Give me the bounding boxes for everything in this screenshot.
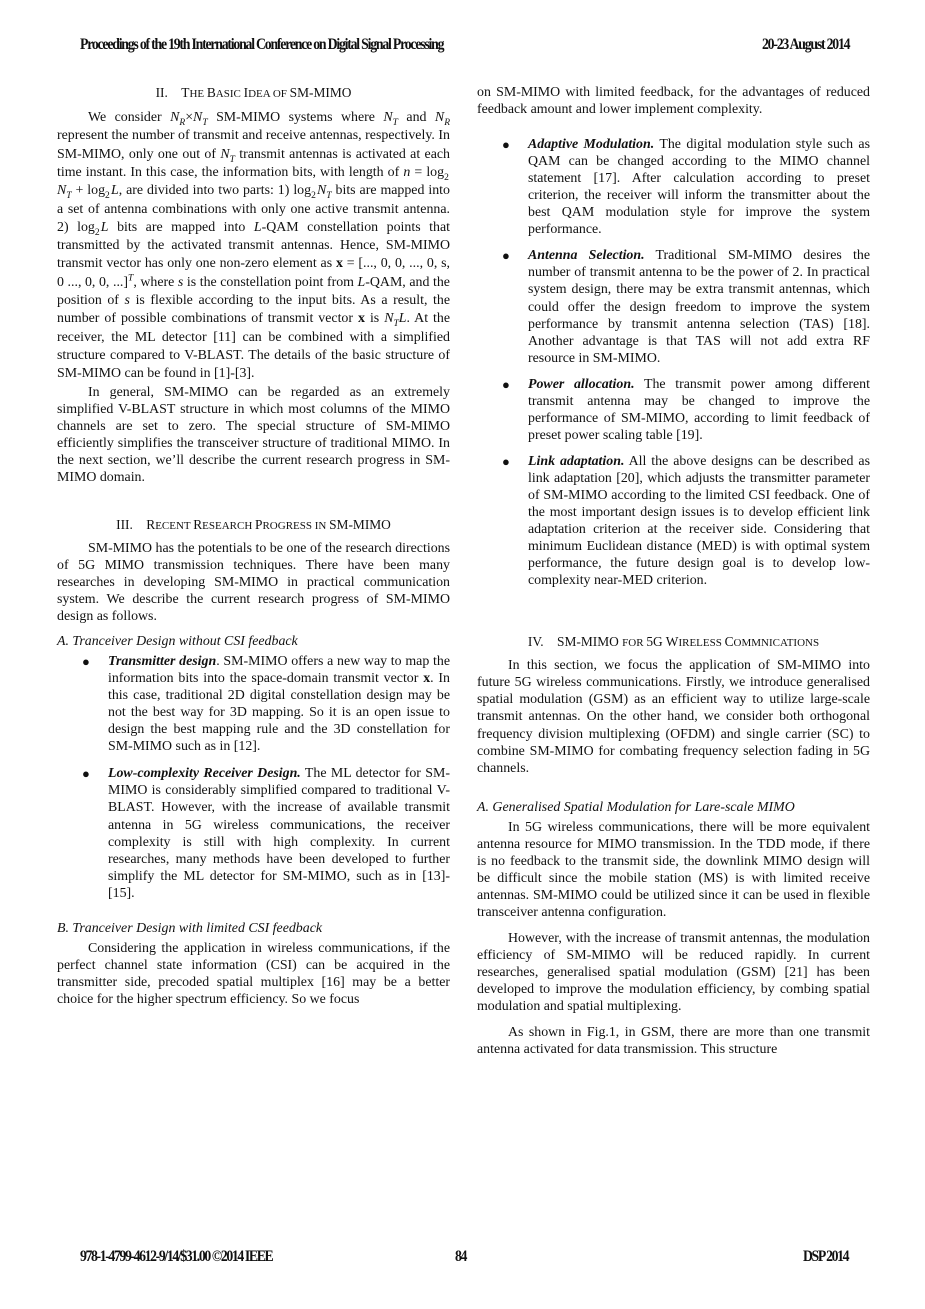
bullet-icon: ● [82,766,90,782]
subsection-4a-paragraph-2: However, with the increase of transmit antennas, the modulation efficiency of SM-MIMO will be reduced rapidly. In current researches, generalised spatial modulation (GSM) [21] has been developed to improve the modulation efficiency, by combing spatial modulation and spatial multiplexing. [477,930,870,1015]
section-3-paragraph-1: SM-MIMO has the potentials to be one of the research directions of 5G MIMO transmission techniques. There have been many researches in developing SM-MIMO in practical communication system. We describe the current research progress of SM-MIMO design as follows. [57,540,450,625]
list-item: ● Transmitter design. SM-MIMO offers a new way to map the information bits into the space-domain transmit vector x. In this case, traditional 2D digital constellation design may be not the best way for 3D mapping. So it is an open issue to design the best mapping rule and the 3D constellation for SM-MIMO such as in [12]. [82,654,450,755]
subsection-3a-list [57,653,450,902]
subsection-3b-paragraph-continued: on SM-MIMO with limited feedback, for the advantages of reduced feedback amount and lower implement complexity. [477,85,870,118]
list-item: ● Adaptive Modulation. The digital modulation style such as QAM can be changed according to the MIMO channel statement [17]. After calculation according to preset criterion, the receiver will inform the transmitter about the best QAM modulation style for improve the system performance. [502,137,870,238]
subsection-4a-paragraph-1: In 5G wireless communications, there will be more equivalent antenna resource for MIMO transmission. In the TDD mode, if there is no feedback to the transmit side, the downlink MIMO design will be difficult since the mobile station (MS) is with limited receive antennas. SM-MIMO could be utilized since it can be used in flexible transceiver antenna configuration. [477,819,870,920]
section-2-heading: II. THE BASIC IDEA OF SM-MIMO [155,85,352,100]
footer-right: DSP 2014 [803,1248,849,1265]
bullet-icon: ● [82,654,90,670]
left-column [57,84,450,1008]
subsection-3b-list [477,136,870,589]
subsection-4a-heading: A. Generalised Spatial Modulation for Lare-scale MIMO [477,799,795,815]
footer-left: 978-1-4799-4612-9/14/$31.00 ©2014 IEEE [80,1248,273,1265]
list-item: ● Power allocation. The transmit power among different transmit antenna may be changed to improve the performance of SM-MIMO, according to limit feedback of preset power scaling table [19]. [502,376,870,443]
list-item: ● Link adaptation. All the above designs can be described as link adaptation [20], which adjusts the transmitter parameter of SM-MIMO according to the limited CSI feedback. One of the most important design issues is to develop efficient link adaptation criterion at the receiver side. Considering that minimum Euclidean distance (MED) is with optimal system performance, the future design goal is to develop low-complexity near-MED criterion. [502,453,870,589]
bullet-icon: ● [502,248,510,264]
bullet-icon: ● [502,137,510,153]
list-item: ● Low-complexity Receiver Design. The ML detector for SM-MIMO is considerably simplified compared to traditional V-BLAST. However, with the increase of available transmit antenna in 5G wireless communications, the receiver complexity is still with high complexity. In current researches, many methods have been developed to further simplify the ML detector for SM-MIMO, such as in [13]-[15]. [82,766,450,901]
bullet-icon: ● [502,453,510,469]
subsection-3a-heading: A. Tranceiver Design without CSI feedback [57,634,298,650]
page-number: 84 [455,1248,467,1265]
bullet-icon: ● [502,376,510,392]
section-2-paragraph-1: We consider $N_R\times N_T$ SM-MIMO systems where $N_T$ and $N_R$ represent the number of transmit and receive antennas, respectively. In SM-MIMO, only one out of $N_T$ transmit antennas is activated at each time instant. In this case, the information bits, with length of $n = \log_2$ $N_T + \log_2$ L, are divided into two parts: 1) $\log_2$ $N_T$ bits are mapped into a set of antenna combinations with only one active transmit antenna. 2) $\log_2$ L bits are mapped into L-QAM constellation points that transmitted by the activated transmit antennas. Hence, SM-MIMO transmit vector has only one non-zero element as x = [..., 0, 0, ..., 0, s, 0 ..., 0, 0, ...]$^T$, where s is the constellation point from L-QAM, and the position of s is flexible according to the input bits. As a result, the number of possible combinations of transmit vector x is $N_TL$. At the receiver, the ML detector [11] can be combined with a simplified structure compared to V-BLAST. The details of the basic structure of SM-MIMO can be found in [1]-[3]. [57,110,450,382]
subsection-3b-paragraph: Considering the application in wireless communications, if the perfect channel state information (CSI) can be acquired in the transmitter side, precoded spatial multiplex [16] may be a better choice for the higher spectrum efficiency. So we focus [57,940,450,1007]
right-column [477,84,870,1058]
section-2-paragraph-2: In general, SM-MIMO can be regarded as an extremely simplified V-BLAST structure in which most columns of the MIMO channels are set to zero. The special structure of SM-MIMO efficiently simplifies the transceiver structure of traditional MIMO. In the next section, we’ll describe the current research progress in SM-MIMO domain. [57,384,450,485]
list-item: ● Antenna Selection. Traditional SM-MIMO desires the number of transmit antenna to be the power of 2. In practical system design, there may be extra transmit antennas, which could offer the design freedom to improve the system performance by transmit antenna selection (TAS) [18]. Another advantage is that TAS will not add extra RF resource in SM-MIMO. [502,248,871,366]
section-4-paragraph-1: In this section, we focus the application of SM-MIMO into future 5G wireless communications. Firstly, we introduce generalised spatial modulation (GSM) as an efficient way to utilize large-scale transmit antennas. On the other hand, we consider both orthogonal frequency division multiplexing (OFDM) and single carrier (SC) to combine SM-MIMO for combating frequency selection fading in 5G channels. [477,658,870,776]
running-header-right: 20-23 August 2014 [762,36,850,53]
subsection-3b-heading: B. Tranceiver Design with limited CSI feedback [57,920,323,936]
section-4-heading: IV. SM-MIMO FOR 5G WIRELESS COMMNICATIONS [527,634,820,650]
section-3-heading: III. RECENT RESEARCH PROGRESS IN SM-MIMO [116,516,391,532]
running-header-left: Proceedings of the 19th International Conference on Digital Signal Processing [80,36,444,53]
subsection-4a-paragraph-3: As shown in Fig.1, in GSM, there are more than one transmit antenna activated for data transmission. This structure [477,1025,870,1058]
